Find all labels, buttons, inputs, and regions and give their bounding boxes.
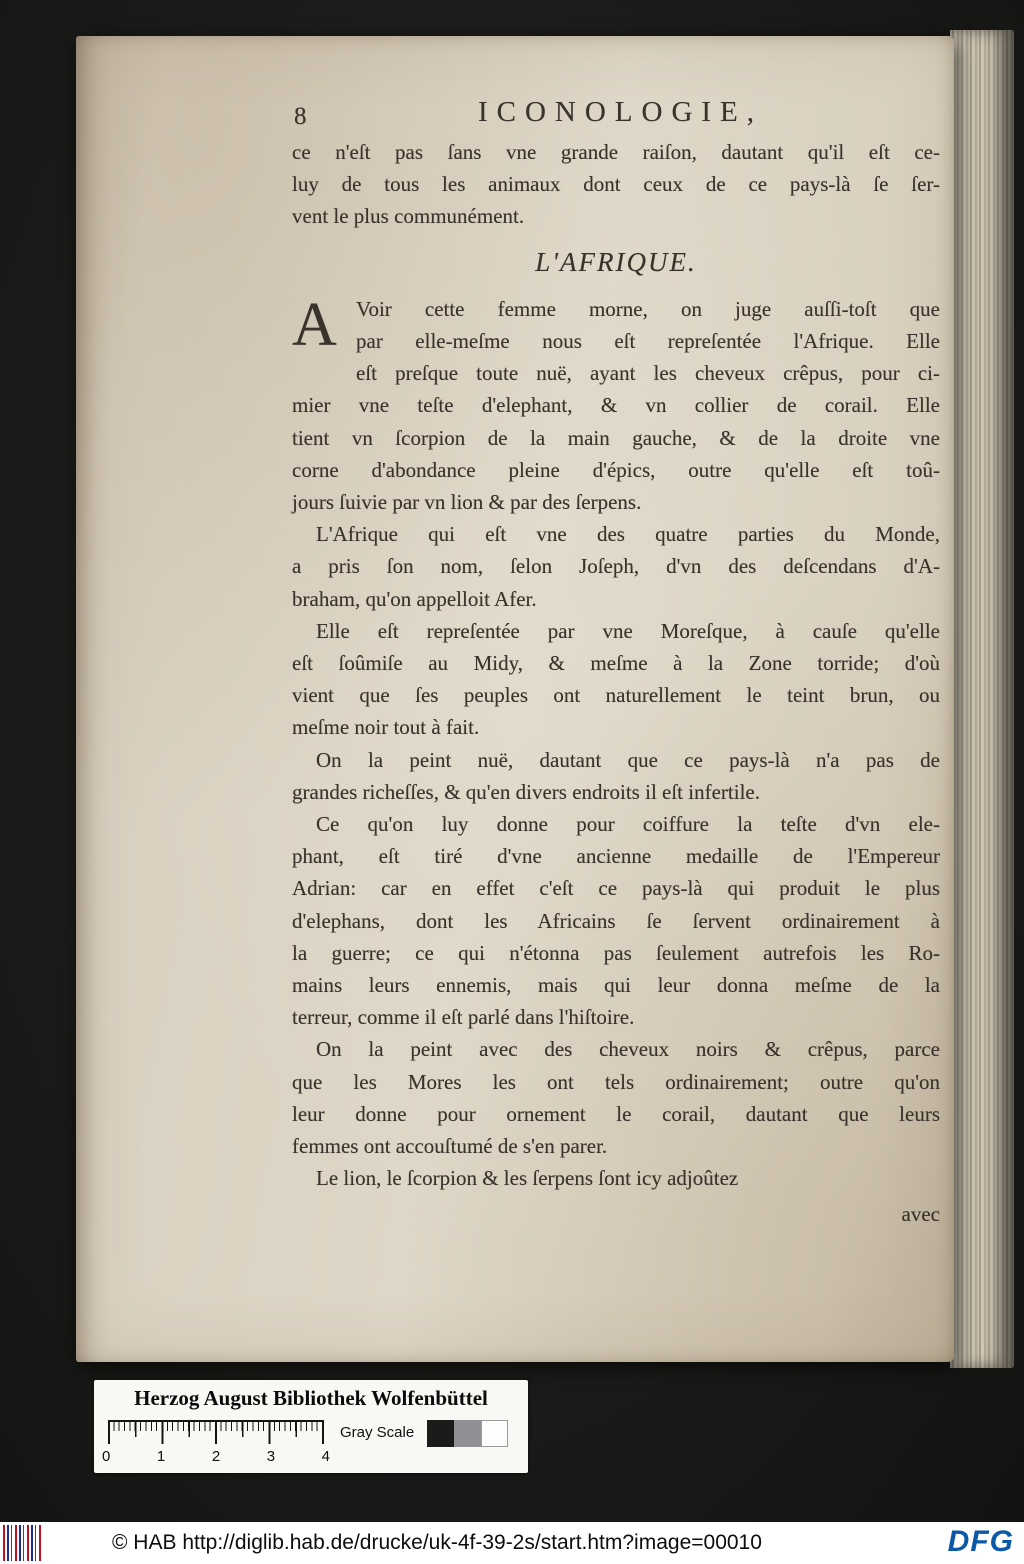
text-line: mains leurs ennemis, mais qui leur donna meſme de la [292,973,940,998]
text-line: d'elephans, dont les Africains ſe ſervent ordinairement à [292,908,940,933]
text-line: luy de tous les animaux dont ceux de ce pays-là ſe ſer- [292,172,940,197]
gray-scale-patch-gray [454,1420,481,1447]
text-line: a pris ſon nom, ſelon Joſeph, d'vn des deſcendans d'A- [292,554,940,579]
text-line: tient vn ſcorpion de la main gauche, & de la droite vne [292,425,940,450]
text-block [292,96,940,1230]
text-line: eſt ſoûmiſe au Midy, & meſme à la Zone torride; d'où [292,651,940,676]
ruler-number: 1 [156,1448,166,1465]
book-fore-edge-pages [950,30,1014,1368]
ruler-number: 2 [211,1448,221,1465]
ruler-numbers [102,1448,330,1465]
text-line: Adrian: car en effet c'eſt ce pays-là qui produit le plus [292,876,940,901]
page-header [292,96,940,134]
text-line: grandes richeſſes, & qu'en divers endroits il eſt infertile. [292,779,760,804]
library-label [94,1380,528,1473]
text-line: la guerre; ce qui n'étonna pas ſeulement autrefois les Ro- [292,940,940,965]
copyright-url-text: © HAB http://diglib.hab.de/drucke/uk-4f-39-2s/start.htm?image=00010 [112,1531,762,1554]
page-number: 8 [294,103,307,130]
text-line: femmes ont accouſtumé de s'en parer. [292,1134,608,1159]
text-line: mier vne teſte d'elephant, & vn collier de corail. Elle [292,393,940,418]
text-line: terreur, comme il eſt parlé dans l'hiſtoire. [292,1005,635,1030]
color-calibration-strip [2,1525,42,1561]
text-line: que les Mores les ont tels ordinairement; outre qu'on [292,1069,940,1094]
dfg-logo: DFG [947,1525,1014,1558]
text-line: ce n'eſt pas ſans vne grande raiſon, dautant qu'il eſt ce- [292,140,940,164]
text-line: meſme noir tout à fait. [292,715,480,740]
text-line: jours ſuivie par vn lion & par des ſerpens. [292,490,642,515]
text-line: vent le plus communément. [292,204,525,229]
text-line: Ce qu'on luy donne pour coiffure la teſte d'vn ele- [316,812,940,837]
section-title: L'AFRIQUE. [535,246,697,277]
running-title: ICONOLOGIE, [477,96,764,128]
book-page [76,36,954,1362]
text-line: braham, qu'on appelloit Afer. [292,586,537,611]
ruler-number: 4 [321,1448,330,1465]
text-line: On la peint avec des cheveux noirs & crêpus, parce [316,1037,940,1062]
text-line-content: Voir cette femme morne, on juge auſſi-toſt que [356,296,940,321]
ruler-number: 0 [102,1448,111,1465]
catchword: avec [901,1201,940,1226]
footer-bar [0,1522,1024,1564]
drop-cap-initial: A [292,290,337,359]
gray-scale-patch-black [427,1420,454,1447]
ruler-number: 3 [266,1448,276,1465]
text-line: par elle-meſme nous eſt repreſentée l'Afrique. Elle [356,329,940,354]
gray-scale-label: Gray Scale [340,1424,415,1441]
text-line: On la peint nuë, dautant que ce pays-là n'a pas de [316,747,940,772]
text-line: phant, eſt tiré d'vne ancienne medaille de l'Empereur [292,844,940,869]
ruler-scale [108,1420,324,1444]
text-line: eſt preſque toute nuë, ayant les cheveux crêpus, pour ci- [356,361,940,386]
text-line: leur donne pour ornement le corail, dautant que leurs [292,1101,940,1126]
text-line: Elle eſt repreſentée par vne Moreſque, à cauſe qu'elle [316,618,940,643]
text-line: L'Afrique qui eſt vne des quatre parties du Monde, [316,522,940,547]
text-line: corne d'abondance pleine d'épics, outre qu'elle eſt toû- [292,457,940,482]
text-line: Le lion, le ſcorpion & les ſerpens ſont icy adjoûtez [316,1166,739,1191]
gray-scale-patch-white [481,1420,508,1447]
library-name: Herzog August Bibliothek Wolfenbüttel [134,1386,488,1410]
text-line: vient que ſes peuples ont naturellement le teint brun, ou [292,683,940,708]
